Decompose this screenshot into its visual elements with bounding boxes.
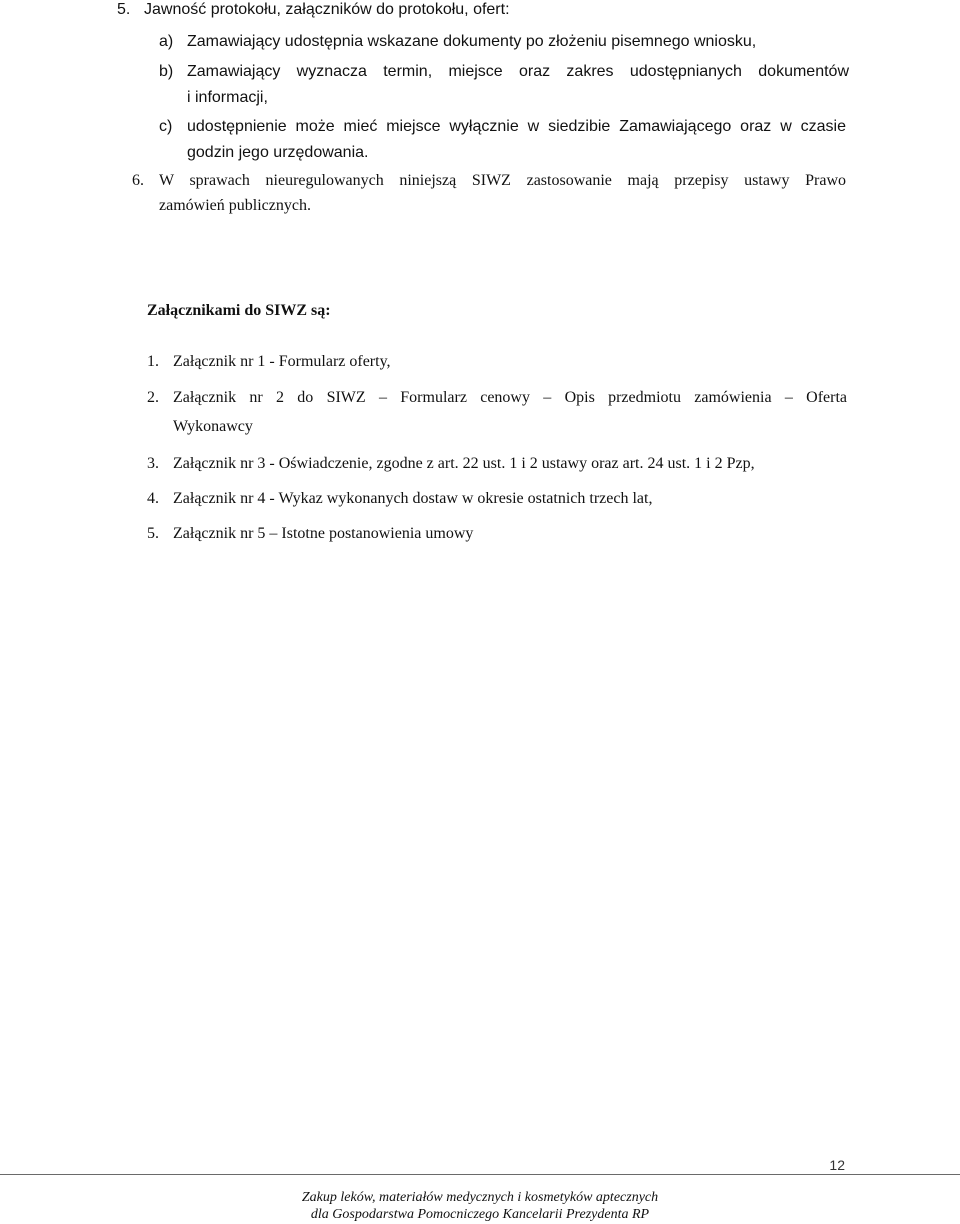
footer-divider — [0, 1174, 960, 1175]
attachment-3-text: Załącznik nr 3 - Oświadczenie, zgodne z art. 22 ust. 1 i 2 ustawy oraz art. 24 ust. 1 i 2 Pzp, — [173, 455, 755, 472]
page-number: 12 — [829, 1157, 845, 1173]
section-6-text-line-2: zamówień publicznych. — [159, 197, 311, 214]
list-item-a-text: Zamawiający udostępnia wskazane dokumenty po złożeniu pisemnego wniosku, — [187, 33, 757, 50]
attachment-4-number: 4. — [147, 490, 159, 507]
attachment-1-number: 1. — [147, 353, 159, 370]
attachment-3-number: 3. — [147, 455, 159, 472]
attachment-5-text: Załącznik nr 5 – Istotne postanowienia umowy — [173, 525, 474, 542]
section-6-text-line-1: W sprawach nieuregulowanych niniejszą SIWZ zastosowanie mają przepisy ustawy Prawo — [159, 172, 846, 189]
section-5-heading: Jawność protokołu, załączników do protokołu, ofert: — [144, 1, 510, 18]
section-6-number: 6. — [132, 172, 144, 189]
list-item-c-text-line-1: udostępnienie może mieć miejsce wyłącznie w siedzibie Zamawiającego oraz w czasie — [187, 118, 846, 135]
list-item-b-text-line-1: Zamawiający wyznacza termin, miejsce oraz zakres udostępnianych dokumentów — [187, 63, 849, 80]
list-item-b-marker: b) — [159, 63, 174, 80]
attachment-5-number: 5. — [147, 525, 159, 542]
attachments-heading: Załącznikami do SIWZ są: — [147, 302, 331, 319]
list-item-a-marker: a) — [159, 33, 174, 50]
attachment-2-text-line-1: Załącznik nr 2 do SIWZ – Formularz cenowy – Opis przedmiotu zamówienia – Oferta — [173, 389, 847, 406]
attachment-2-number: 2. — [147, 389, 159, 406]
footer-text-line-1: Zakup leków, materiałów medycznych i kosmetyków aptecznych — [301, 1190, 659, 1205]
list-item-c-text-line-2: godzin jego urzędowania. — [187, 144, 369, 161]
attachment-4-text: Załącznik nr 4 - Wykaz wykonanych dostaw w okresie ostatnich trzech lat, — [173, 490, 653, 507]
list-item-c-marker: c) — [159, 118, 173, 135]
footer-text-line-2: dla Gospodarstwa Pomocniczego Kancelarii Prezydenta RP — [310, 1207, 650, 1222]
section-5-number: 5. — [117, 1, 131, 18]
attachment-2-text-line-2: Wykonawcy — [173, 418, 253, 435]
list-item-b-text-line-2: i informacji, — [187, 89, 268, 106]
attachment-1-text: Załącznik nr 1 - Formularz oferty, — [173, 353, 391, 370]
